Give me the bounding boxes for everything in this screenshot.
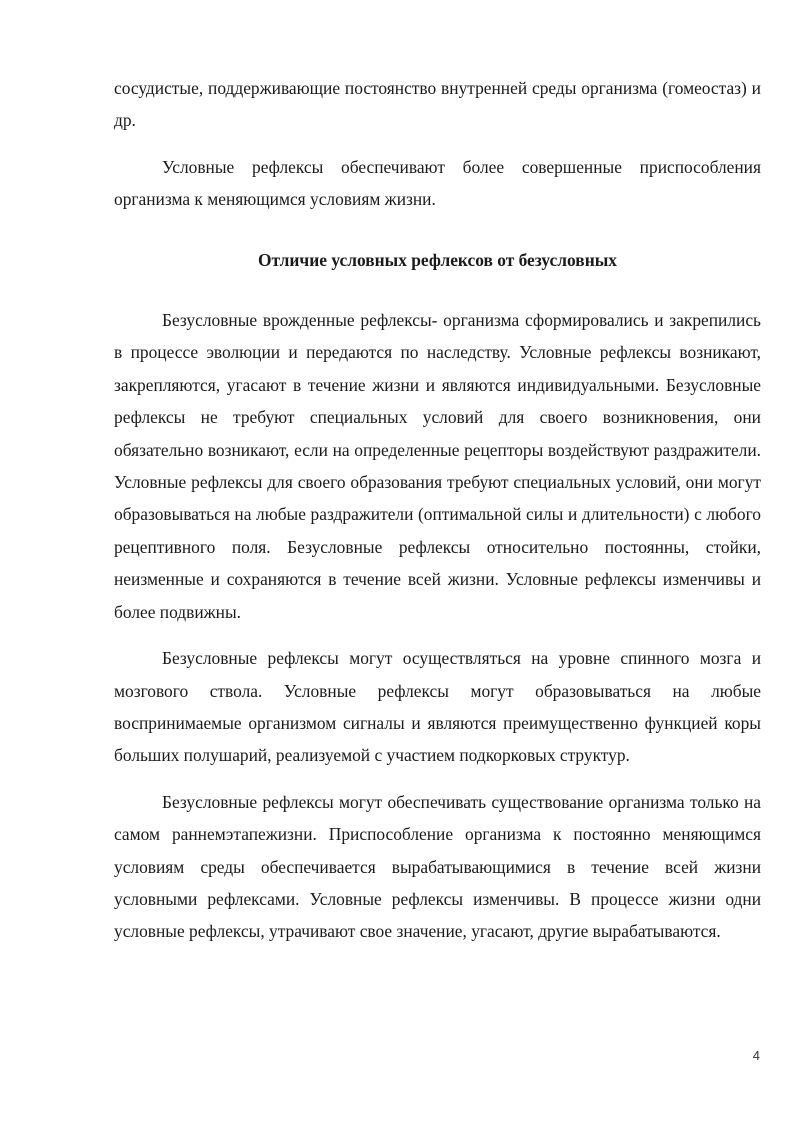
section-gap — [114, 216, 761, 244]
section-heading: Отличие условных рефлексов от безусловных — [258, 249, 617, 270]
paragraph-continuation: сосудистые, поддерживающие постоянство внутренней среды организма (гомеостаз) и др. — [114, 78, 761, 131]
paragraph-brain-levels: Безусловные рефлексы могут осуществляться на уровне спинного мозга и мозгового ствола. Условные рефлексы могут образовываться на любые воспринимаемые организмом сигналы и являются преимущественно функцией коры больших полушарий, реализуемой с участием подкорковых структур. — [114, 648, 761, 766]
page-content — [114, 72, 761, 948]
page-number: 4 — [752, 1048, 760, 1063]
section-gap — [114, 276, 761, 304]
paragraph-gap — [114, 628, 761, 642]
paragraph-gap — [114, 137, 761, 151]
paragraph-differences: Безусловные врожденные рефлексы- организма сформировались и закрепились в процессе эволюции и передаются по наследству. Условные рефлексы возникают, закрепляются, угасают в течение жизни и являются индивидуальными. Безусловные рефлексы не требуют специальных условий для своего возникновения, они обязательно возникают, если на определенные рецепторы воздействуют раздражители. Условные рефлексы для своего образования требуют специальных условий, они могут образовываться на любые раздражители (оптимальной силы и длительности) с любого рецептивного поля. Безусловные рефлексы относительно постоянны, стойки, неизменные и сохраняются в течение всей жизни. Условные рефлексы изменчивы и более подвижны. — [114, 310, 761, 622]
paragraph-adaptation: Безусловные рефлексы могут обеспечивать существование организма только на самом раннемэтапежизни. Приспособление организма к постоянно меняющимся условиям среды обеспечивается вырабатывающимися в течение всей жизни условными рефлексами. Условные рефлексы изменчивы. В процессе жизни одни условные рефлексы, утрачивают свое значение, угасают, другие вырабатываются. — [114, 791, 761, 942]
paragraph-conditioned-reflexes-intro: Условные рефлексы обеспечивают более совершенные приспособления организма к меняющимся условиям жизни. — [114, 156, 761, 210]
paragraph-gap — [114, 772, 761, 786]
